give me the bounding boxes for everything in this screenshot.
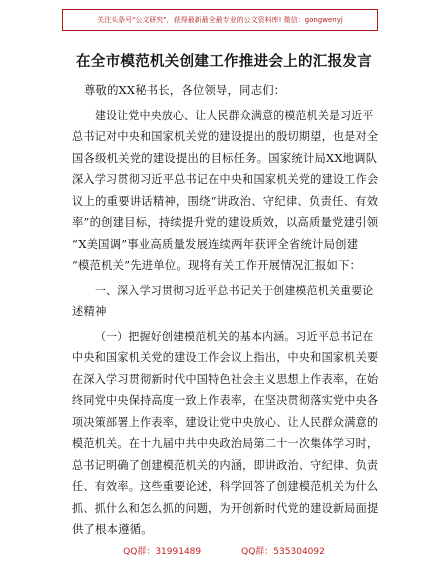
footer-qq-group-1: QQ群：31991489 — [123, 547, 202, 557]
body-line: 抓、抓什么和怎么抓的问题，为开创新时代党的建设新局面提 — [72, 501, 379, 515]
body-line: 建设让党中央放心、让人民群众满意的模范机关是习近平 — [95, 108, 374, 122]
body-line: “X美国调”事业高质量发展连续两年获评全省统计局创建 — [72, 237, 359, 251]
document-body — [72, 80, 378, 541]
footer-qq-group-2: QQ群：535304092 — [241, 547, 325, 557]
body-line: 在深入学习贯彻新时代中国特色社会主义思想上作表率，在始 — [72, 372, 379, 386]
body-line: 模范机关。在十九届中共中央政治局第二十一次集体学习时， — [72, 437, 379, 450]
body-line: 项决策部署上作表率，建设让党中央放心、让人民群众满意的 — [72, 415, 379, 429]
header-banner-text: 关注头条号"公文研究"，获得最新最全最专业的公文资料库! 微信：gongwenyj — [97, 16, 343, 24]
body-line: 终同党中央保持高度一致上作表率，在坚决贯彻落实党中央各 — [72, 394, 379, 407]
body-line: 议上的重要讲话精神，围绕“讲政治、守纪律、负责任、有效 — [72, 194, 379, 208]
body-line: 率”的创建目标，持续提升党的建设质效，以高质量党建引领 — [72, 216, 379, 229]
section-heading-line: 一、深入学习贯彻习近平总书记关于创建模范机关重要论 — [95, 283, 374, 297]
document-title: 在全市模范机关创建工作推进会上的汇报发言 — [76, 54, 372, 70]
section-heading-line: 述精神 — [72, 305, 107, 318]
header-banner — [62, 9, 378, 31]
body-line: 总书记明确了创建模范机关的内涵，即讲政治、守纪律、负责 — [72, 458, 379, 472]
body-line: 国各级机关党的建设提出的目标任务。国家统计局XX地调队 — [72, 151, 378, 165]
body-line: “模范机关”先进单位。现将有关工作开展情况汇报如下： — [72, 259, 362, 272]
salutation-line: 尊敬的XX秘书长，各位领导，同志们： — [84, 84, 286, 97]
body-line: 供了根本遵循。 — [72, 523, 153, 536]
footer-qq-groups — [0, 544, 448, 557]
body-line: 总书记对中央和国家机关党的建设提出的殷切期望，也是对全 — [72, 130, 379, 143]
body-line: 任、有效率。这些重要论述，科学回答了创建模范机关为什么 — [72, 480, 379, 493]
body-line: 中央和国家机关党的建设工作会议上指出，中央和国家机关要 — [72, 351, 379, 364]
body-line: 深入学习贯彻习近平总书记在中央和国家机关党的建设工作会 — [72, 173, 379, 186]
body-line: （一）把握好创建模范机关的基本内涵。习近平总书记在 — [95, 329, 374, 343]
